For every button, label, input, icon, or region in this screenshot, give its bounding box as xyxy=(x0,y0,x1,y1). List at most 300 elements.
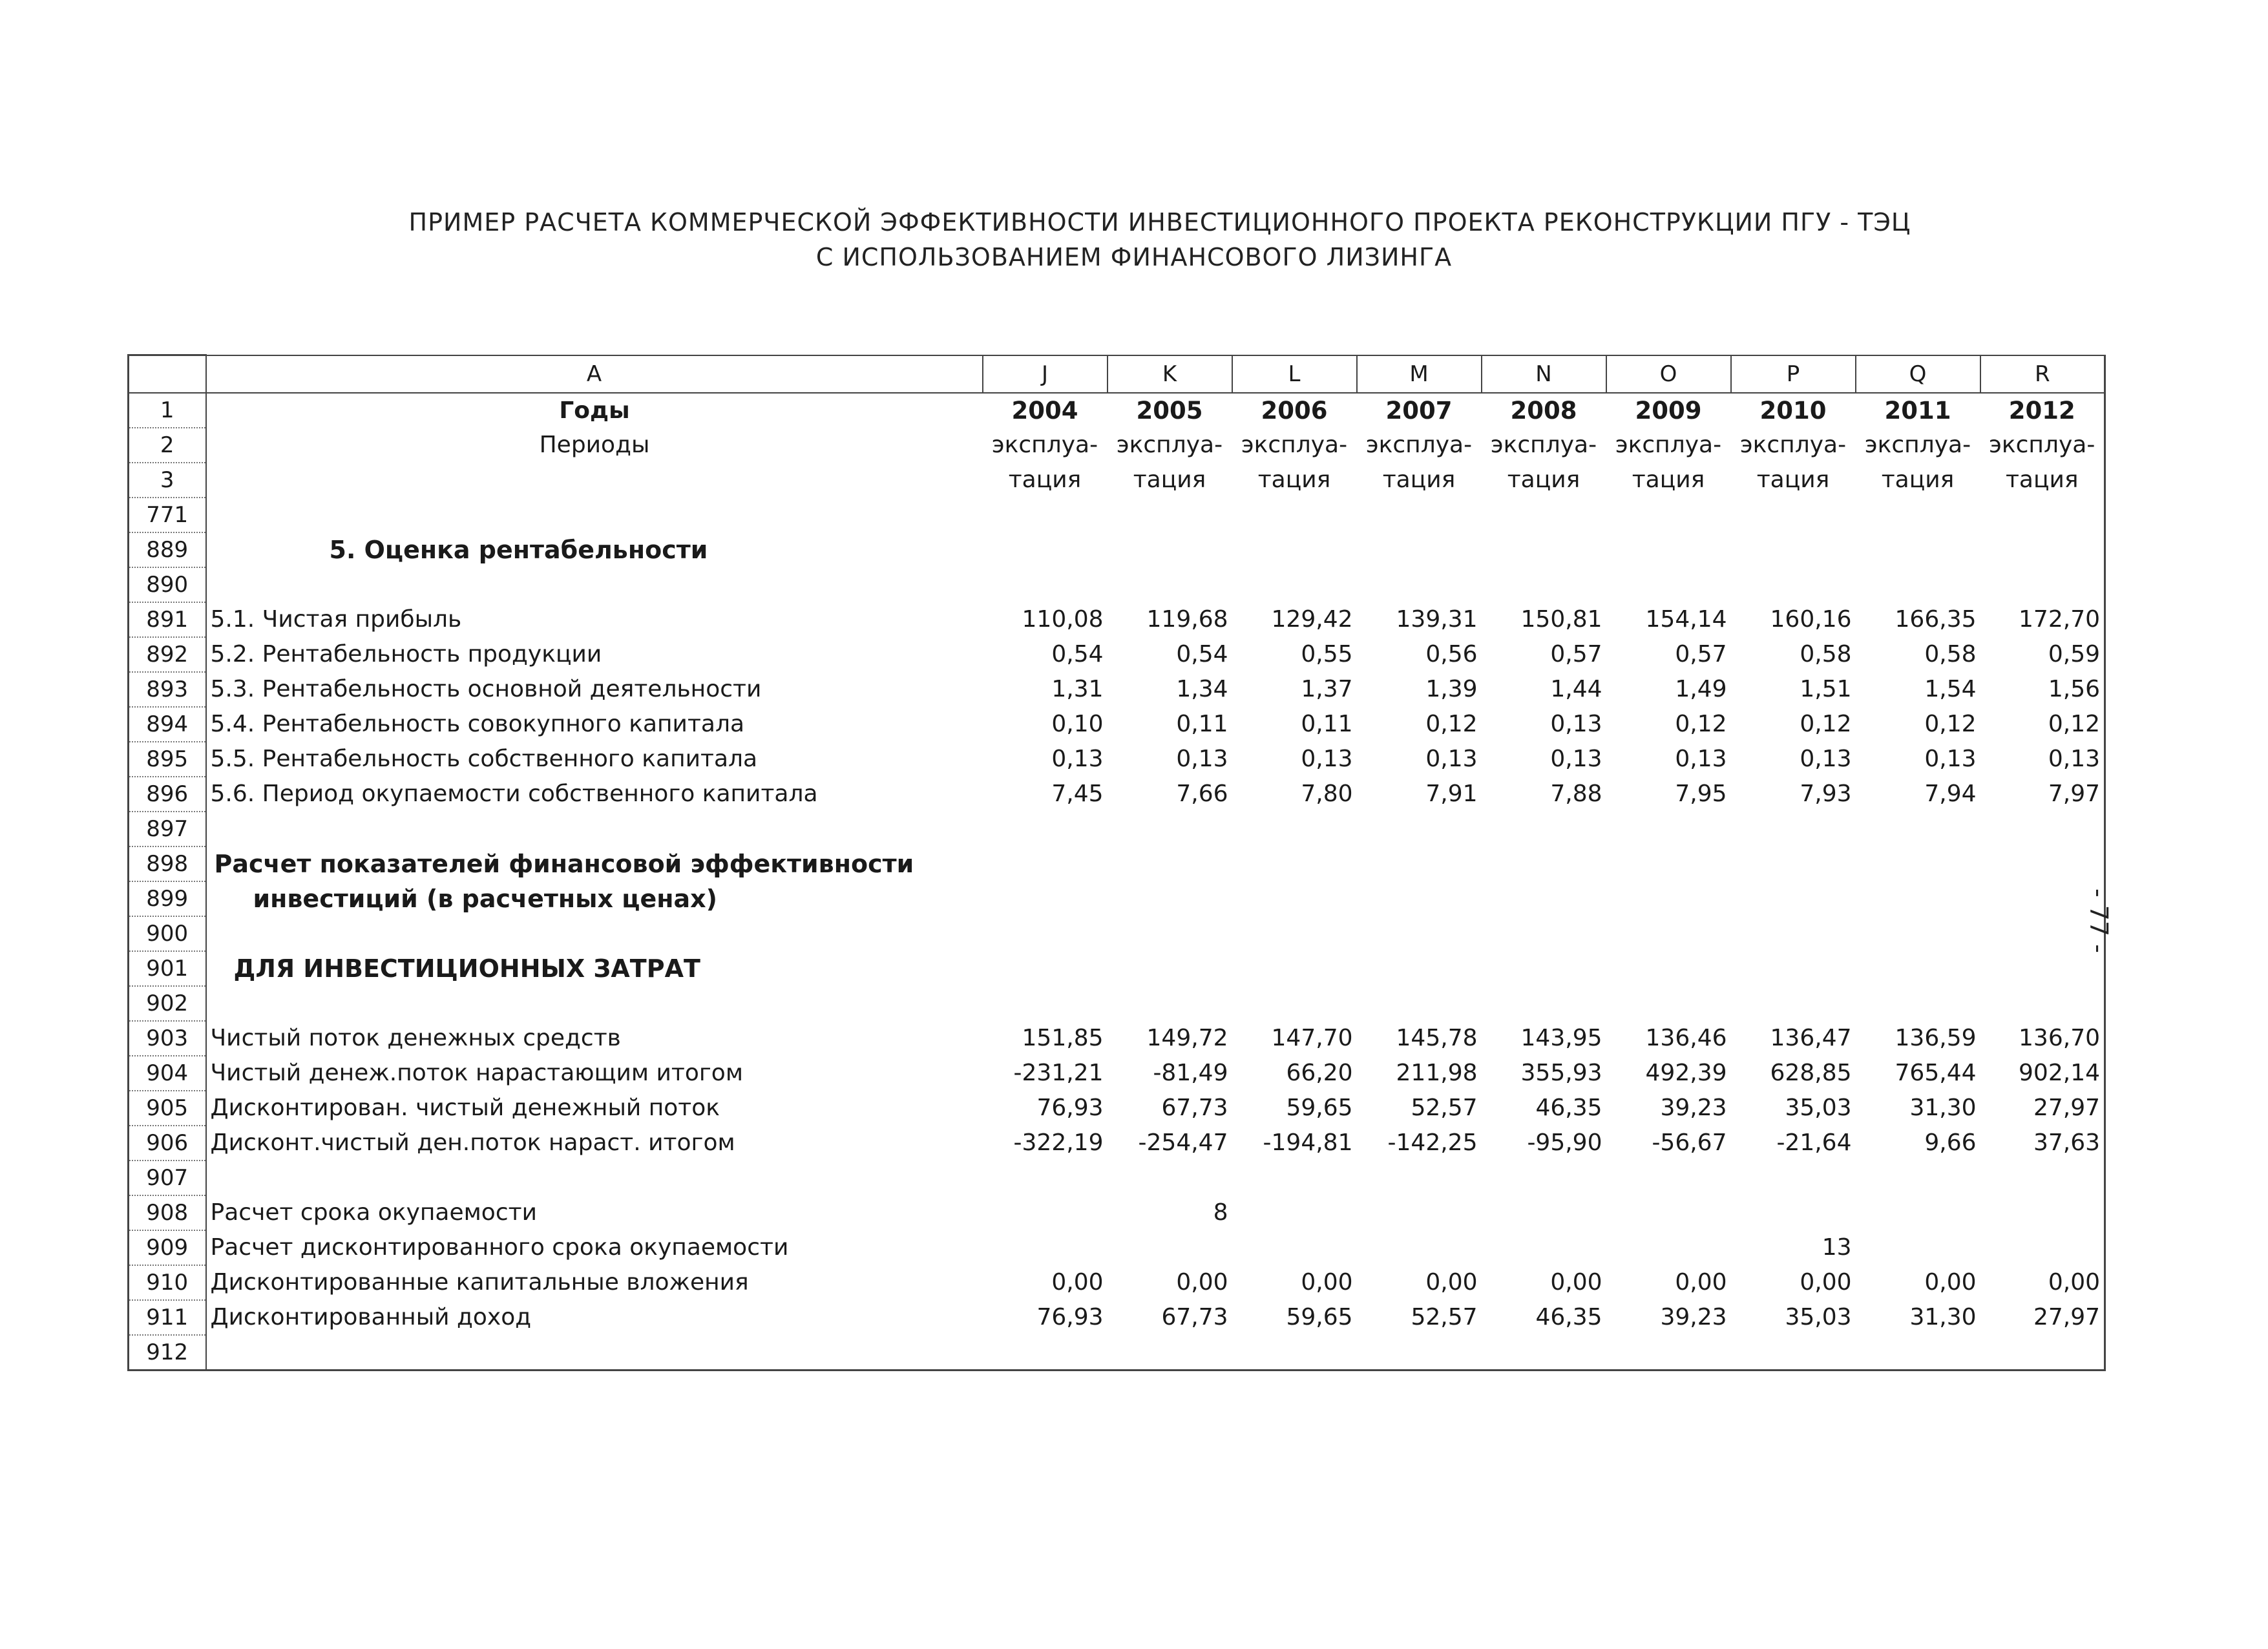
cell xyxy=(1482,986,1606,1021)
cell xyxy=(1232,846,1357,881)
value-cell: 46,35 xyxy=(1535,1095,1602,1121)
row-number: 901 xyxy=(129,951,206,986)
column-letter: A xyxy=(206,355,983,394)
column-letter: L xyxy=(1232,355,1357,394)
value-cell xyxy=(1980,1230,2105,1265)
row-label: Дисконт.чистый ден.поток нараст. итогом xyxy=(210,1129,735,1156)
value-cell: 0,12 xyxy=(1675,711,1727,737)
year-cell: 2005 xyxy=(1136,396,1203,425)
value-cell xyxy=(1606,1195,1731,1230)
cell xyxy=(1980,986,2105,1021)
cell-a xyxy=(206,1335,983,1371)
value-cell: 1,56 xyxy=(1980,672,2105,707)
value-cell: 1,51 xyxy=(1800,676,1852,702)
cell-a xyxy=(206,498,983,532)
document-title-line2: С ИСПОЛЬЗОВАНИЕМ ФИНАНСОВОГО ЛИЗИНГА xyxy=(815,243,1453,271)
value-cell: 0,13 xyxy=(1675,746,1727,772)
value-cell: -95,90 xyxy=(1527,1129,1602,1156)
row-number: 899 xyxy=(129,881,206,916)
row-label: Дисконтирован. чистый денежный поток xyxy=(210,1095,720,1121)
cell xyxy=(1357,846,1482,881)
cell xyxy=(1357,1161,1482,1195)
cell xyxy=(1482,532,1606,567)
cell xyxy=(1108,567,1232,602)
value-cell xyxy=(1232,1230,1357,1265)
cell xyxy=(1606,1161,1731,1195)
value-cell xyxy=(1232,1195,1357,1230)
period-cell: эксплуа- xyxy=(1116,432,1223,458)
cell xyxy=(1108,881,1232,916)
value-cell: 0,57 xyxy=(1550,641,1602,667)
row-label: 5.6. Период окупаемости собственного капитала xyxy=(210,781,818,807)
row-number: 1 xyxy=(129,393,206,428)
cell xyxy=(1731,951,1856,986)
table-row xyxy=(129,777,2105,812)
row-label: 5.3. Рентабельность основной деятельности xyxy=(210,676,762,702)
value-cell xyxy=(1357,1195,1482,1230)
cell xyxy=(983,846,1108,881)
value-cell: 7,91 xyxy=(1425,781,1478,807)
cell xyxy=(1731,881,1856,916)
value-cell: -81,49 xyxy=(1153,1060,1228,1086)
value-cell: 0,00 xyxy=(1550,1269,1602,1296)
empty-row xyxy=(129,1335,2105,1371)
value-cell: 31,30 xyxy=(1909,1304,1977,1330)
value-cell: 355,93 xyxy=(1520,1060,1602,1086)
cell xyxy=(1232,532,1357,567)
value-cell: 1,39 xyxy=(1425,676,1478,702)
value-cell xyxy=(1856,1230,1980,1265)
period-cell: тация xyxy=(1881,467,1955,493)
cell xyxy=(983,986,1108,1021)
table-row xyxy=(129,1126,2105,1161)
empty-row xyxy=(129,1161,2105,1195)
cell xyxy=(1856,881,1980,916)
periods-row-2 xyxy=(129,463,2105,498)
row-label: 5.1. Чистая прибыль xyxy=(210,606,462,633)
table-row xyxy=(129,1021,2105,1056)
cell xyxy=(1980,532,2105,567)
document-title-line1: ПРИМЕР РАСЧЕТА КОММЕРЧЕСКОЙ ЭФФЕКТИВНОСТИ ИНВЕСТИЦИОННОГО ПРОЕКТА РЕКОНСТРУКЦИИ ПГУ - ТЭЦ xyxy=(408,208,1911,236)
financial-heading-1 xyxy=(129,846,2105,881)
cell xyxy=(1731,567,1856,602)
cell xyxy=(1856,812,1980,846)
value-cell: 0,13 xyxy=(1800,746,1852,772)
value-cell: 66,20 xyxy=(1286,1060,1353,1086)
period-cell: эксплуа- xyxy=(991,432,1098,458)
cell xyxy=(1108,812,1232,846)
row-number: 3 xyxy=(129,463,206,498)
period-cell: эксплуа- xyxy=(1241,432,1348,458)
cell xyxy=(983,532,1108,567)
cell xyxy=(983,1335,1108,1371)
value-cell: 154,14 xyxy=(1645,606,1727,633)
value-cell: 7,88 xyxy=(1550,781,1602,807)
period-cell: тация xyxy=(1382,467,1456,493)
year-cell: 2006 xyxy=(1261,396,1328,425)
row-number: 890 xyxy=(129,567,206,602)
value-cell: 0,00 xyxy=(1301,1269,1353,1296)
table-row xyxy=(129,742,2105,777)
cell xyxy=(1606,567,1731,602)
cell xyxy=(1482,881,1606,916)
value-cell: 160,16 xyxy=(1770,606,1852,633)
cell xyxy=(983,567,1108,602)
row-number: 771 xyxy=(129,498,206,532)
cell xyxy=(1108,986,1232,1021)
cell xyxy=(1731,916,1856,951)
value-cell: 76,93 xyxy=(1036,1095,1104,1121)
value-cell xyxy=(1482,1230,1606,1265)
period-cell: эксплуа- xyxy=(1864,432,1971,458)
table-row xyxy=(129,1195,2105,1230)
row-number: 896 xyxy=(129,777,206,812)
value-cell xyxy=(1357,1230,1482,1265)
investment-heading-label: ДЛЯ ИНВЕСТИЦИОННЫХ ЗАТРАТ xyxy=(233,954,700,983)
value-cell: -322,19 xyxy=(1013,1129,1104,1156)
value-cell: 7,97 xyxy=(1980,777,2105,812)
value-cell: 35,03 xyxy=(1785,1095,1852,1121)
cell xyxy=(1980,567,2105,602)
table-row xyxy=(129,602,2105,637)
value-cell: 0,13 xyxy=(1550,711,1602,737)
cell xyxy=(1731,1335,1856,1371)
row-number: 889 xyxy=(129,532,206,567)
period-cell: тация xyxy=(1980,463,2105,498)
cell xyxy=(1232,986,1357,1021)
cell xyxy=(1357,567,1482,602)
cell xyxy=(1108,1335,1232,1371)
value-cell: 0,55 xyxy=(1301,641,1353,667)
value-cell: 7,45 xyxy=(1051,781,1104,807)
value-cell: 151,85 xyxy=(1022,1025,1104,1051)
row-number: 910 xyxy=(129,1265,206,1300)
value-cell: 628,85 xyxy=(1770,1060,1852,1086)
row-label: Расчет дисконтированного срока окупаемости xyxy=(210,1234,789,1261)
cell xyxy=(1606,916,1731,951)
row-number: 902 xyxy=(129,986,206,1021)
cell-a xyxy=(206,463,983,498)
row-number: 893 xyxy=(129,672,206,707)
empty-row xyxy=(129,812,2105,846)
period-cell: тация xyxy=(1507,467,1580,493)
section-5-heading xyxy=(129,532,2105,567)
years-label: Годы xyxy=(559,397,630,424)
years-row xyxy=(129,393,2105,428)
cell xyxy=(1108,498,1232,532)
section-5-heading-label: 5. Оценка рентабельности xyxy=(329,536,708,564)
row-label: Чистый поток денежных средств xyxy=(210,1025,621,1051)
period-cell: тация xyxy=(1756,467,1830,493)
value-cell: 0,12 xyxy=(1425,711,1478,737)
value-cell: 0,00 xyxy=(1425,1269,1478,1296)
table-row xyxy=(129,1265,2105,1300)
row-number: 905 xyxy=(129,1091,206,1126)
cell xyxy=(1731,1161,1856,1195)
row-number: 892 xyxy=(129,637,206,672)
table-row xyxy=(129,1230,2105,1265)
cell xyxy=(1108,916,1232,951)
row-number: 898 xyxy=(129,846,206,881)
cell xyxy=(1232,951,1357,986)
value-cell: 0,11 xyxy=(1301,711,1353,737)
value-cell: 7,66 xyxy=(1176,781,1228,807)
year-cell: 2007 xyxy=(1385,396,1453,425)
cell xyxy=(983,812,1108,846)
cell xyxy=(1108,846,1232,881)
page-number: - 77 - xyxy=(2084,888,2113,953)
year-cell: 2009 xyxy=(1635,396,1702,425)
cell xyxy=(1856,567,1980,602)
value-cell: 143,95 xyxy=(1520,1025,1602,1051)
cell xyxy=(1980,951,2105,986)
row-number: 895 xyxy=(129,742,206,777)
period-cell: тация xyxy=(1008,467,1082,493)
value-cell: -21,64 xyxy=(1776,1129,1852,1156)
column-letter: N xyxy=(1482,355,1606,394)
periods-row xyxy=(129,428,2105,463)
cell xyxy=(1606,986,1731,1021)
value-cell: 35,03 xyxy=(1785,1304,1852,1330)
cell xyxy=(1980,846,2105,881)
value-cell: 0,00 xyxy=(1980,1265,2105,1300)
cell xyxy=(1357,812,1482,846)
value-cell xyxy=(1606,1230,1731,1265)
period-cell: эксплуа- xyxy=(1365,432,1473,458)
cell xyxy=(1606,846,1731,881)
value-cell: 0,00 xyxy=(1924,1269,1977,1296)
cell-a xyxy=(206,916,983,951)
cell xyxy=(1731,812,1856,846)
cell xyxy=(1856,916,1980,951)
value-cell xyxy=(1482,1195,1606,1230)
cell xyxy=(1606,498,1731,532)
value-cell: 0,13 xyxy=(1301,746,1353,772)
cell xyxy=(1606,951,1731,986)
value-cell: 0,12 xyxy=(1924,711,1977,737)
row-number: 903 xyxy=(129,1021,206,1056)
value-cell: 31,30 xyxy=(1909,1095,1977,1121)
row-number: 2 xyxy=(129,428,206,463)
row-label: Чистый денеж.поток нарастающим итогом xyxy=(210,1060,743,1086)
column-letter: K xyxy=(1108,355,1232,394)
cell xyxy=(1980,1335,2105,1371)
value-cell: 136,59 xyxy=(1895,1025,1977,1051)
row-label: Расчет срока окупаемости xyxy=(210,1199,537,1226)
value-cell: -56,67 xyxy=(1652,1129,1727,1156)
value-cell xyxy=(983,1195,1108,1230)
cell xyxy=(1357,916,1482,951)
cell xyxy=(1856,532,1980,567)
cell xyxy=(1856,846,1980,881)
value-cell: 492,39 xyxy=(1645,1060,1727,1086)
value-cell: 0,58 xyxy=(1800,641,1852,667)
value-cell: 1,44 xyxy=(1550,676,1602,702)
value-cell: 0,58 xyxy=(1924,641,1977,667)
value-cell: 136,47 xyxy=(1770,1025,1852,1051)
financial-heading-2 xyxy=(129,881,2105,916)
value-cell: 67,73 xyxy=(1161,1095,1228,1121)
value-cell: 59,65 xyxy=(1286,1095,1353,1121)
cell xyxy=(1482,1161,1606,1195)
row-number: 900 xyxy=(129,916,206,951)
empty-row xyxy=(129,986,2105,1021)
row-number: 909 xyxy=(129,1230,206,1265)
cell xyxy=(1482,1335,1606,1371)
column-letter: J xyxy=(983,355,1108,394)
value-cell: 0,11 xyxy=(1176,711,1228,737)
row-number: 891 xyxy=(129,602,206,637)
cell-a xyxy=(206,986,983,1021)
value-cell: 166,35 xyxy=(1895,606,1977,633)
cell xyxy=(1232,567,1357,602)
cell xyxy=(983,1161,1108,1195)
value-cell: -254,47 xyxy=(1138,1129,1228,1156)
cell xyxy=(983,951,1108,986)
table-row xyxy=(129,707,2105,742)
cell xyxy=(1108,951,1232,986)
cell xyxy=(1232,1161,1357,1195)
value-cell: 0,12 xyxy=(1980,707,2105,742)
table-row xyxy=(129,1300,2105,1335)
row-label: Дисконтированные капитальные вложения xyxy=(210,1269,749,1296)
value-cell: 0,13 xyxy=(1425,746,1478,772)
column-header-row xyxy=(129,355,2105,394)
value-cell: 9,66 xyxy=(1924,1129,1977,1156)
cell-a xyxy=(206,567,983,602)
column-letter: M xyxy=(1357,355,1482,394)
value-cell: 1,54 xyxy=(1924,676,1977,702)
cell xyxy=(1482,498,1606,532)
value-cell: 136,70 xyxy=(1980,1021,2105,1056)
row-number: 897 xyxy=(129,812,206,846)
cell xyxy=(983,881,1108,916)
cell xyxy=(1482,846,1606,881)
value-cell: 0,13 xyxy=(1980,742,2105,777)
value-cell: 1,49 xyxy=(1675,676,1727,702)
period-cell: эксплуа- xyxy=(1980,428,2105,463)
value-cell: 145,78 xyxy=(1396,1025,1478,1051)
cell xyxy=(1232,916,1357,951)
row-label: 5.4. Рентабельность совокупного капитала xyxy=(210,711,745,737)
period-cell: тация xyxy=(1632,467,1705,493)
table-row xyxy=(129,637,2105,672)
value-cell xyxy=(1980,1195,2105,1230)
value-cell: 39,23 xyxy=(1660,1304,1727,1330)
cell xyxy=(1108,1161,1232,1195)
cell xyxy=(1482,951,1606,986)
cell xyxy=(1232,498,1357,532)
table-row xyxy=(129,672,2105,707)
value-cell: 139,31 xyxy=(1396,606,1478,633)
value-cell: -194,81 xyxy=(1263,1129,1353,1156)
value-cell: 0,54 xyxy=(1176,641,1228,667)
period-cell: тация xyxy=(1133,467,1206,493)
cell xyxy=(1482,916,1606,951)
value-cell: 7,80 xyxy=(1301,781,1353,807)
value-cell: 119,68 xyxy=(1146,606,1228,633)
cell xyxy=(1856,1161,1980,1195)
row-number: 908 xyxy=(129,1195,206,1230)
year-cell: 2008 xyxy=(1510,396,1577,425)
cell xyxy=(983,498,1108,532)
cell xyxy=(1232,1335,1357,1371)
row-number: 912 xyxy=(129,1335,206,1371)
cell xyxy=(1606,812,1731,846)
value-cell: 0,12 xyxy=(1800,711,1852,737)
value-cell: 0,00 xyxy=(1800,1269,1852,1296)
value-cell: 147,70 xyxy=(1271,1025,1353,1051)
year-cell: 2004 xyxy=(1011,396,1078,425)
value-cell: 67,73 xyxy=(1161,1304,1228,1330)
value-cell xyxy=(1856,1195,1980,1230)
value-cell: 27,97 xyxy=(1980,1091,2105,1126)
row-label: Дисконтированный доход xyxy=(210,1304,532,1330)
cell xyxy=(1606,881,1731,916)
cell xyxy=(1731,532,1856,567)
value-cell: -142,25 xyxy=(1387,1129,1478,1156)
cell xyxy=(1232,881,1357,916)
value-cell: 110,08 xyxy=(1022,606,1104,633)
cell xyxy=(1482,812,1606,846)
cell xyxy=(1731,846,1856,881)
cell xyxy=(1482,567,1606,602)
value-cell: 0,56 xyxy=(1425,641,1478,667)
value-cell: 1,37 xyxy=(1301,676,1353,702)
value-cell: 7,93 xyxy=(1800,781,1852,807)
value-cell: 0,00 xyxy=(1051,1269,1104,1296)
cell xyxy=(1856,498,1980,532)
row-number: 904 xyxy=(129,1056,206,1091)
column-letter: Q xyxy=(1856,355,1980,394)
value-cell: -231,21 xyxy=(1013,1060,1104,1086)
cell xyxy=(983,916,1108,951)
cell-a xyxy=(206,812,983,846)
cell xyxy=(1357,881,1482,916)
cell xyxy=(1357,532,1482,567)
value-cell xyxy=(983,1230,1108,1265)
cell xyxy=(1357,986,1482,1021)
cell xyxy=(1357,1335,1482,1371)
year-cell: 2011 xyxy=(1884,396,1951,425)
value-cell: 8 xyxy=(1213,1199,1228,1226)
value-cell: 1,31 xyxy=(1051,676,1104,702)
value-cell: 7,94 xyxy=(1924,781,1977,807)
value-cell: 0,59 xyxy=(1980,637,2105,672)
value-cell: 7,95 xyxy=(1675,781,1727,807)
value-cell: 0,57 xyxy=(1675,641,1727,667)
empty-row xyxy=(129,567,2105,602)
row-number: 907 xyxy=(129,1161,206,1195)
row-number: 894 xyxy=(129,707,206,742)
value-cell: 902,14 xyxy=(1980,1056,2105,1091)
spreadsheet-table xyxy=(127,354,2106,1371)
cell xyxy=(1856,951,1980,986)
value-cell: 39,23 xyxy=(1660,1095,1727,1121)
cell xyxy=(1731,498,1856,532)
corner-cell xyxy=(129,355,206,394)
row-number: 906 xyxy=(129,1126,206,1161)
financial-heading-1-label: Расчет показателей финансовой эффективности xyxy=(214,850,914,878)
cell xyxy=(1606,1335,1731,1371)
value-cell: 1,34 xyxy=(1176,676,1228,702)
period-cell: эксплуа- xyxy=(1615,432,1722,458)
cell xyxy=(1731,986,1856,1021)
row-label: 5.5. Рентабельность собственного капитала xyxy=(210,746,758,772)
empty-row xyxy=(129,916,2105,951)
value-cell: 27,97 xyxy=(1980,1300,2105,1335)
value-cell: 149,72 xyxy=(1146,1025,1228,1051)
